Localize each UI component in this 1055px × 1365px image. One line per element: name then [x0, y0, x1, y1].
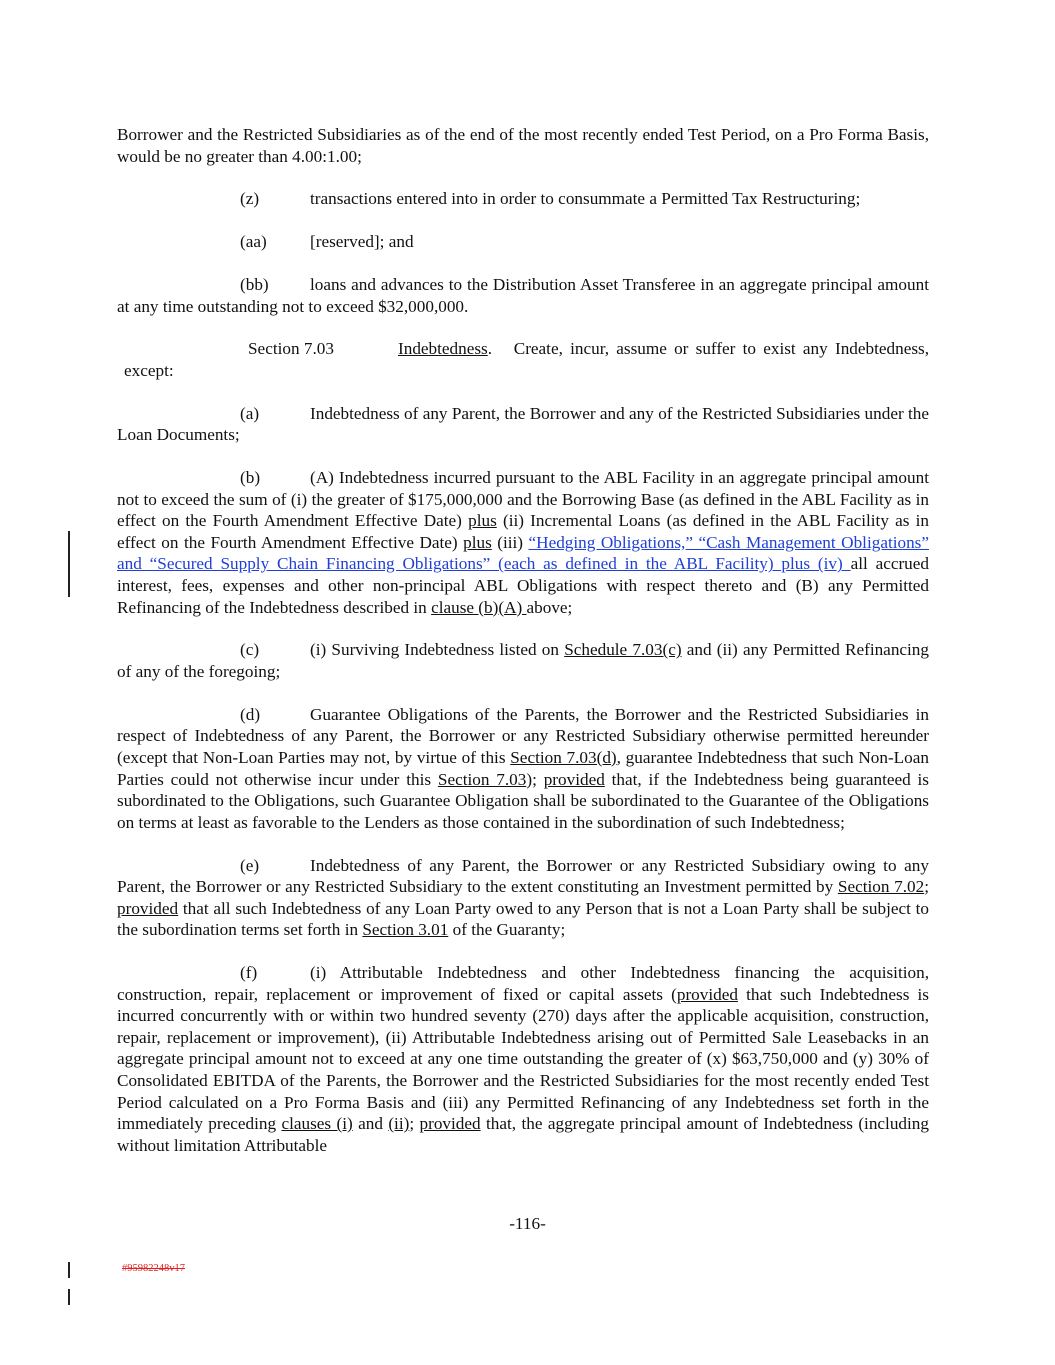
clause-text: Indebtedness of any Parent, the Borrower and any of the Restricted Subsidiaries under the Loan Documents; [117, 403, 929, 445]
section-reference: Section 7.03 [437, 769, 527, 789]
clause-e: (e) Indebtedness of any Parent, the Borrower or any Restricted Subsidiary owing to any Parent, the Borrower or any Restricted Subsidiary to the extent constituting an Investment permitted by Section 7.02; provided that all such Indebtedness of any Loan Party owed to any Person that is not a Loan Party shall be subject to the subordination terms set forth in Section 3.01 of the Guaranty; [117, 855, 929, 940]
document-page [117, 124, 929, 1156]
plus-term: plus [468, 511, 497, 531]
section-reference: Section 7.03(d) [510, 747, 617, 767]
clause-bb [117, 274, 929, 317]
clause-text: transactions entered into in order to consummate a Permitted Tax Restructuring; [310, 189, 861, 209]
clause-label: (z) [240, 189, 260, 209]
clause-label: (aa) [240, 232, 267, 252]
plus-term: plus [463, 532, 492, 552]
clause-label: (d) [240, 704, 261, 724]
change-bar [68, 531, 70, 597]
clause-f: (f) (i) Attributable Indebtedness and other Indebtedness financing the acquisition, construction, repair, replacement or improvement of fixed or capital assets (provided that such Indebtedness is incurred concurrently with or within two hundred seventy (270) days after the applicable acquisition, construction, repair, replacement or improvement), (ii) Attributable Indebtedness arising out of Permitted Sale Leasebacks in an aggregate principal amount not to exceed at any one time outstanding the greater of (x) $63,750,000 and (y) 30% of Consolidated EBITDA of the Parents, the Borrower and the Restricted Subsidiaries for the most recently ended Test Period calculated on a Pro Forma Basis and (iii) any Permitted Refinancing of any Indebtedness set forth in the immediately preceding clauses (i) and (ii); provided that, the aggregate principal amount of Indebtedness (including without limitation Attributable [117, 963, 929, 1155]
section-reference: Section 3.01 [362, 920, 449, 940]
clause-b: (b) (A) Indebtedness incurred pursuant to the ABL Facility in an aggregate principal amount not to exceed the sum of (i) the greater of $175,000,000 and the Borrowing Base (as defined in the ABL Facility as in effect on the Fourth Amendment Effective Date) plus (ii) Incremental Loans (as defined in the ABL Facility as in effect on the Fourth Amendment Effective Date) plus (iii) “Hedging Obligations,” “Cash Management Obligations” and “Secured Supply Chain Financing Obligations” (each as defined in the ABL Facility) plus (iv) all accrued interest, fees, expenses and other non-principal ABL Obligations with respect thereto and (B) any Permitted Refinancing of the Indebtedness described in clause (b)(A) above; [117, 468, 930, 617]
page-number: -116- [509, 1214, 546, 1233]
clause-reference: clauses (i) [281, 1114, 353, 1134]
section-reference: Section 7.02 [837, 877, 925, 897]
clause-a [117, 403, 929, 446]
clause-label: (e) [240, 855, 260, 875]
inserted-text-redline: “Hedging Obligations,” “Cash Management Obligations” and “Secured Supply Chain Financing Obligations” (each as defined in the ABL Facility) plus (iv) [117, 532, 930, 574]
provided-term: provided [676, 984, 738, 1004]
provided-term: provided [543, 769, 605, 789]
clause-reference: clause (b)(A) [431, 597, 527, 617]
section-heading-7-03: Section 7.03 Indebtedness. Create, incur, assume or suffer to exist any Indebtedness, except: [124, 339, 930, 380]
clause-c: (c) (i) Surviving Indebtedness listed on Schedule 7.03(c) and (ii) any Permitted Refinancing of any of the foregoing; [117, 640, 929, 681]
clause-z [117, 188, 929, 210]
provided-term: provided [117, 898, 179, 918]
clause-label: (a) [240, 403, 260, 423]
section-title: Indebtedness [398, 339, 488, 359]
clause-label: (b) [240, 468, 261, 488]
clause-reference: (ii) [388, 1114, 410, 1134]
clause-d: (d) Guarantee Obligations of the Parents, the Borrower and the Restricted Subsidiaries in respect of Indebtedness of any Parent, the Borrower or any Restricted Subsidiary otherwise permitted hereunder (except that Non-Loan Parties may not, by virtue of this Section 7.03(d), guarantee Indebtedness that such Non-Loan Parties could not otherwise incur under this Section 7.03); provided that, if the Indebtedness being guaranteed is subordinated to the Obligations, such Guarantee Obligation shall be subordinated to the Guarantee of the Obligations on terms at least as favorable to the Lenders as those contained in the subordination of such Indebtedness; [117, 704, 929, 832]
section-number: Section 7.03 [248, 339, 334, 359]
clause-text: loans and advances to the Distribution Asset Transferee in an aggregate principal amount at any time outstanding not to exceed $32,000,000. [117, 274, 929, 316]
clause-text: [reserved]; and [310, 232, 414, 252]
continued-paragraph: Borrower and the Restricted Subsidiaries as of the end of the most recently ended Test Period, on a Pro Forma Basis, would be no greater than 4.00:1.00; [117, 125, 929, 166]
schedule-reference: Schedule 7.03(c) [564, 640, 682, 660]
footer-doc-id: #95982248v17 [122, 1263, 185, 1274]
clause-label: (bb) [240, 274, 269, 294]
clause-label: (f) [240, 963, 258, 983]
change-bar [68, 1289, 70, 1305]
clause-label: (c) [240, 640, 260, 660]
provided-term: provided [419, 1114, 481, 1134]
clause-aa [117, 231, 929, 253]
section-intro: Create, incur, assume or suffer to exist any Indebtedness, except: [124, 339, 930, 380]
change-bar [68, 1262, 70, 1278]
